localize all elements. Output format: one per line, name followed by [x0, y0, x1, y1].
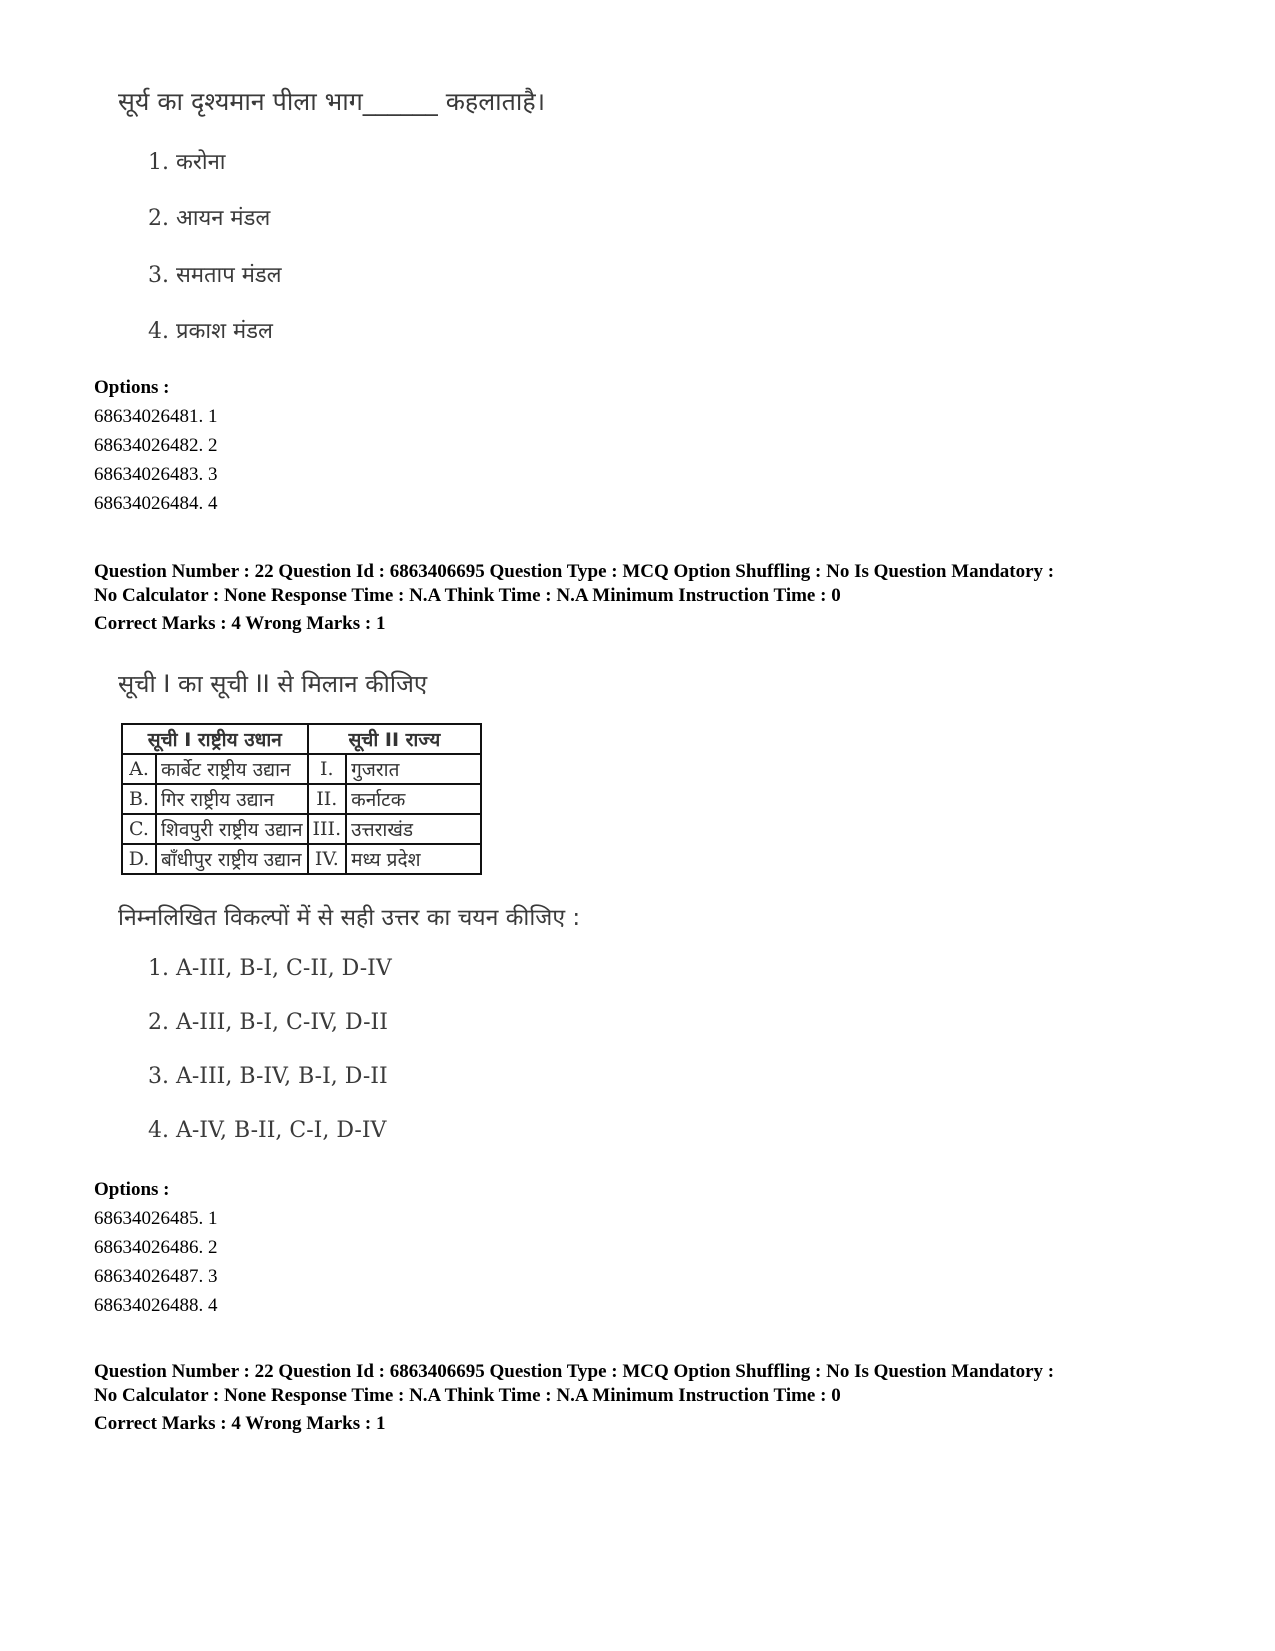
choice-3: 3. समताप मंडल [148, 263, 282, 288]
row-value-2: उत्तराखंड [346, 814, 481, 844]
question-meta [94, 560, 1054, 636]
table-row [122, 844, 481, 874]
row-key-1: D. [122, 844, 156, 874]
option-item: 68634026481. 1 [94, 406, 218, 427]
option-item: 68634026485. 1 [94, 1208, 218, 1229]
marks-line: Correct Marks : 4 Wrong Marks : 1 [94, 1413, 386, 1434]
meta-line-2: No Calculator : None Response Time : N.A Think Time : N.A Minimum Instruction Time : 0 [94, 585, 841, 606]
question-meta [94, 1360, 1054, 1436]
row-value-1: बाँधीपुर राष्ट्रीय उद्यान [156, 844, 308, 874]
options-list [94, 373, 218, 518]
match-prompt: सूची I का सूची II से मिलान कीजिए [118, 670, 428, 698]
row-key-1: B. [122, 784, 156, 814]
options-label: Options : [94, 1179, 170, 1200]
option-item: 68634026483. 3 [94, 464, 218, 485]
choice-1: 1. करोना [148, 150, 226, 175]
row-key-2: I. [308, 754, 347, 784]
choice-3: 3. A-III, B-IV, B-I, D-II [148, 1064, 388, 1089]
table-row [122, 814, 481, 844]
options-label: Options : [94, 377, 170, 398]
row-key-2: II. [308, 784, 347, 814]
row-value-1: गिर राष्ट्रीय उद्यान [156, 784, 308, 814]
choice-1: 1. A-III, B-I, C-II, D-IV [148, 956, 392, 981]
marks-line: Correct Marks : 4 Wrong Marks : 1 [94, 613, 386, 634]
choice-2: 2. आयन मंडल [148, 206, 271, 231]
column-header-list-1: सूची I राष्ट्रीय उधान [122, 724, 308, 754]
match-table [121, 723, 482, 875]
meta-line-2: No Calculator : None Response Time : N.A Think Time : N.A Minimum Instruction Time : 0 [94, 1385, 841, 1406]
table-row [122, 754, 481, 784]
option-item: 68634026486. 2 [94, 1237, 218, 1258]
row-value-2: मध्य प्रदेश [346, 844, 481, 874]
row-value-2: कर्नाटक [346, 784, 481, 814]
meta-line-1: Question Number : 22 Question Id : 6863406695 Question Type : MCQ Option Shuffling : No Is Question Mandatory : [94, 561, 1055, 582]
options-list [94, 1175, 218, 1320]
table-header-row [122, 724, 481, 754]
choice-2: 2. A-III, B-I, C-IV, D-II [148, 1010, 388, 1035]
row-key-2: III. [308, 814, 347, 844]
option-item: 68634026487. 3 [94, 1266, 218, 1287]
row-value-1: कार्बेट राष्ट्रीय उद्यान [156, 754, 308, 784]
table-row [122, 784, 481, 814]
option-item: 68634026488. 4 [94, 1295, 218, 1316]
option-item: 68634026484. 4 [94, 493, 218, 514]
row-key-1: A. [122, 754, 156, 784]
row-value-2: गुजरात [346, 754, 481, 784]
meta-line-1: Question Number : 22 Question Id : 6863406695 Question Type : MCQ Option Shuffling : No Is Question Mandatory : [94, 1361, 1055, 1382]
row-key-1: C. [122, 814, 156, 844]
choice-4: 4. प्रकाश मंडल [148, 319, 273, 344]
question-text: सूर्य का दृश्यमान पीला भाग______ कहलाताहै। [118, 87, 546, 116]
column-header-list-2: सूची II राज्य [308, 724, 482, 754]
option-item: 68634026482. 2 [94, 435, 218, 456]
instruction-text: निम्नलिखित विकल्पों में से सही उत्तर का चयन कीजिए : [118, 905, 581, 931]
choice-4: 4. A-IV, B-II, C-I, D-IV [148, 1118, 387, 1143]
row-value-1: शिवपुरी राष्ट्रीय उद्यान [156, 814, 308, 844]
row-key-2: IV. [308, 844, 347, 874]
